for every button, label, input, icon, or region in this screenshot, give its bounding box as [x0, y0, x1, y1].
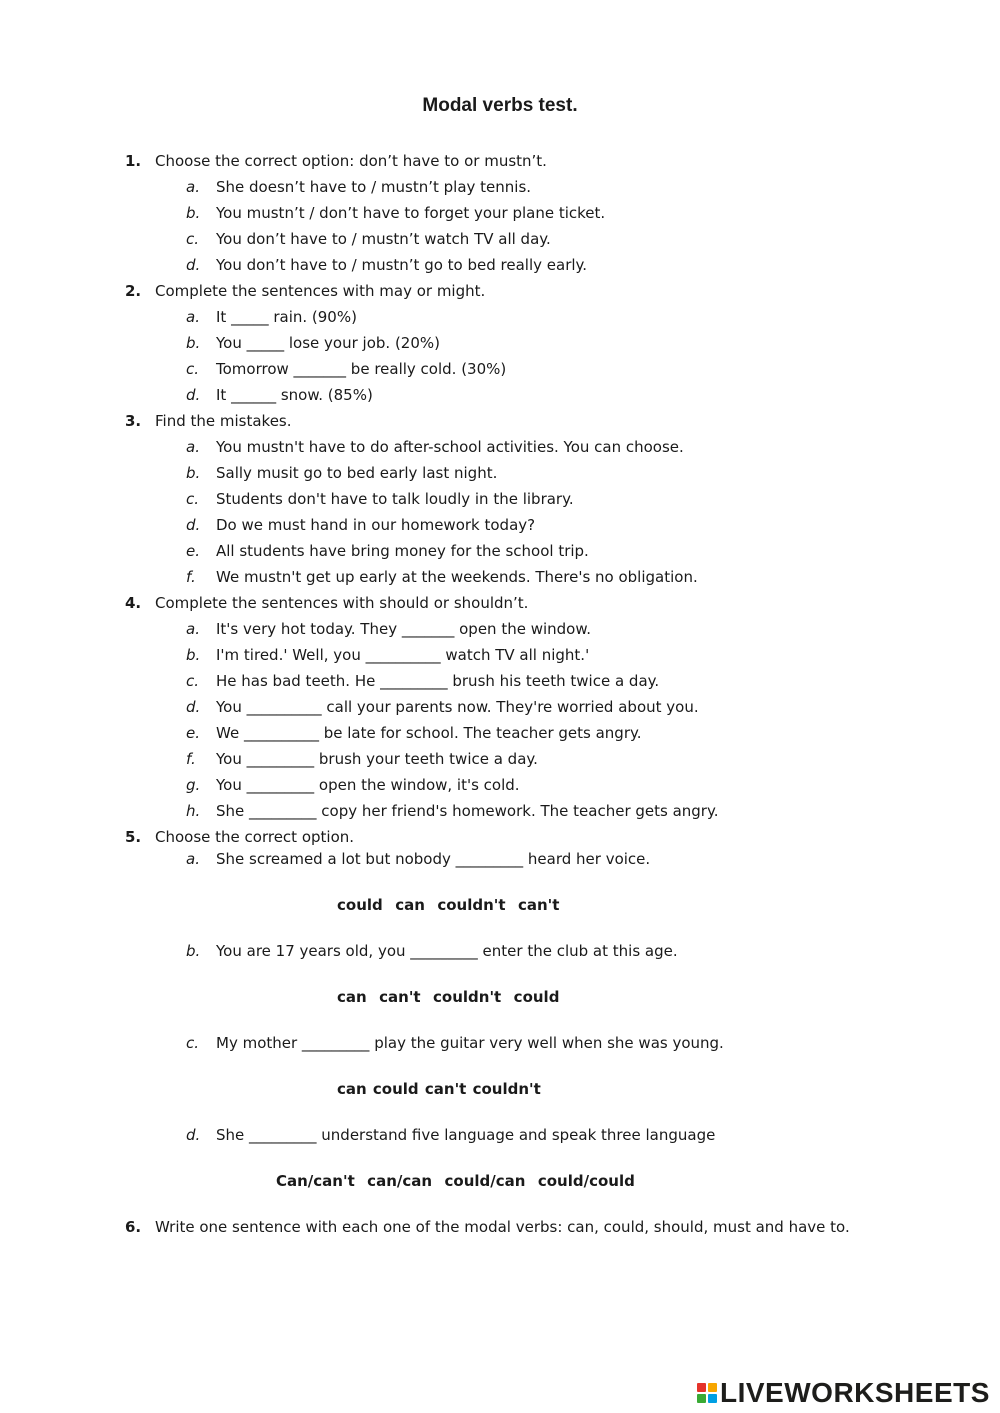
item-text: You _____ lose your job. (20%)	[216, 334, 440, 352]
item-text: She _________ understand five language and speak three language	[216, 1126, 716, 1144]
list-item	[0, 200, 1000, 226]
list-item	[0, 486, 1000, 512]
list-item	[0, 642, 1000, 668]
page-title: Modal verbs test.	[422, 95, 578, 116]
item-text: Do we must hand in our homework today?	[216, 516, 536, 534]
question-prompt: Complete the sentences with should or shouldn’t.	[155, 594, 529, 612]
question-number: 4.	[125, 594, 142, 612]
item-letter: c.	[186, 360, 200, 378]
list-item	[0, 356, 1000, 382]
list-item	[0, 434, 1000, 460]
list-item	[0, 538, 1000, 564]
list-item	[0, 694, 1000, 720]
list-item	[0, 460, 1000, 486]
item-text: He has bad teeth. He _________ brush his teeth twice a day.	[216, 672, 660, 690]
question-number: 5.	[125, 828, 142, 846]
item-text: Tomorrow _______ be really cold. (30%)	[216, 360, 507, 378]
item-letter: c.	[186, 672, 200, 690]
item-letter: d.	[186, 698, 201, 716]
question-number: 6.	[125, 1218, 142, 1236]
item-letter: c.	[186, 1034, 200, 1052]
list-item	[0, 382, 1000, 408]
logo-square	[697, 1394, 706, 1403]
list-item	[0, 798, 1000, 824]
item-letter: a.	[186, 438, 200, 456]
item-letter: e.	[186, 724, 200, 742]
logo-text: LIVEWORKSHEETS	[720, 1377, 990, 1408]
item-letter: c.	[186, 230, 200, 248]
item-text: Students don't have to talk loudly in the library.	[216, 490, 574, 508]
item-text: Sally musit go to bed early last night.	[216, 464, 498, 482]
question-prompt: Choose the correct option: don’t have to or mustn’t.	[155, 152, 547, 170]
list-item	[0, 174, 1000, 200]
logo-mark-icon	[697, 1383, 717, 1403]
question-6	[0, 1214, 1000, 1240]
item-text: You mustn’t / don’t have to forget your plane ticket.	[216, 204, 606, 222]
list-item	[0, 512, 1000, 538]
question-number: 3.	[125, 412, 142, 430]
question-4	[0, 590, 1000, 616]
item-text: You don’t have to / mustn’t go to bed really early.	[216, 256, 588, 274]
item-letter: d.	[186, 256, 201, 274]
item-letter: b.	[186, 334, 201, 352]
item-text: It ______ snow. (85%)	[216, 386, 373, 404]
list-item	[0, 1030, 1000, 1056]
item-text: She _________ copy her friend's homework. The teacher gets angry.	[216, 802, 719, 820]
item-text: You _________ open the window, it's cold.	[216, 776, 520, 794]
item-text: All students have bring money for the school trip.	[216, 542, 589, 560]
item-text: It's very hot today. They _______ open the window.	[216, 620, 592, 638]
list-item	[0, 304, 1000, 330]
list-item	[0, 1122, 1000, 1148]
logo-square	[697, 1383, 706, 1392]
item-text: You are 17 years old, you _________ enter the club at this age.	[216, 942, 678, 960]
list-item	[0, 252, 1000, 278]
item-text: She screamed a lot but nobody _________ heard her voice.	[216, 850, 651, 868]
item-text: You _________ brush your teeth twice a day.	[216, 750, 538, 768]
list-item	[0, 938, 1000, 964]
item-text: We __________ be late for school. The teacher gets angry.	[216, 724, 642, 742]
list-item	[0, 616, 1000, 642]
item-letter: f.	[186, 750, 196, 768]
item-letter: b.	[186, 942, 201, 960]
question-1	[0, 148, 1000, 174]
question-3	[0, 408, 1000, 434]
item-letter: e.	[186, 542, 200, 560]
item-letter: b.	[186, 204, 201, 222]
item-letter: a.	[186, 308, 200, 326]
answer-options: could can couldn't can't	[337, 896, 560, 914]
list-item	[0, 564, 1000, 590]
item-text: She doesn’t have to / mustn’t play tennis.	[216, 178, 532, 196]
item-letter: d.	[186, 516, 201, 534]
answer-options: can could can't couldn't	[337, 1080, 541, 1098]
item-letter: c.	[186, 490, 200, 508]
item-letter: g.	[186, 776, 201, 794]
logo-square	[708, 1394, 717, 1403]
item-text: I'm tired.' Well, you __________ watch TV all night.'	[216, 646, 590, 664]
list-item	[0, 668, 1000, 694]
item-text: We mustn't get up early at the weekends. There's no obligation.	[216, 568, 698, 586]
item-text: You __________ call your parents now. They're worried about you.	[216, 698, 699, 716]
question-2	[0, 278, 1000, 304]
item-text: You mustn't have to do after-school activities. You can choose.	[216, 438, 684, 456]
question-prompt: Choose the correct option.	[155, 828, 355, 846]
question-prompt: Find the mistakes.	[155, 412, 292, 430]
item-text: It _____ rain. (90%)	[216, 308, 357, 326]
item-letter: a.	[186, 850, 200, 868]
item-letter: b.	[186, 646, 201, 664]
item-text: My mother _________ play the guitar very well when she was young.	[216, 1034, 724, 1052]
item-letter: d.	[186, 386, 201, 404]
item-letter: h.	[186, 802, 201, 820]
worksheet-content	[0, 148, 1000, 850]
list-item	[0, 720, 1000, 746]
list-item	[0, 772, 1000, 798]
question-number: 2.	[125, 282, 142, 300]
logo-square	[708, 1383, 717, 1392]
liveworksheets-logo	[697, 1376, 990, 1410]
list-item	[0, 846, 1000, 872]
question-prompt: Write one sentence with each one of the modal verbs: can, could, should, must and have to.	[155, 1218, 850, 1236]
item-letter: b.	[186, 464, 201, 482]
item-letter: f.	[186, 568, 196, 586]
item-letter: a.	[186, 620, 200, 638]
list-item	[0, 330, 1000, 356]
list-item	[0, 746, 1000, 772]
item-letter: a.	[186, 178, 200, 196]
item-text: You don’t have to / mustn’t watch TV all day.	[216, 230, 551, 248]
list-item	[0, 226, 1000, 252]
item-letter: d.	[186, 1126, 201, 1144]
answer-options: can can't couldn't could	[337, 988, 560, 1006]
answer-options: Can/can't can/can could/can could/could	[276, 1172, 635, 1190]
question-prompt: Complete the sentences with may or might.	[155, 282, 486, 300]
question-number: 1.	[125, 152, 142, 170]
